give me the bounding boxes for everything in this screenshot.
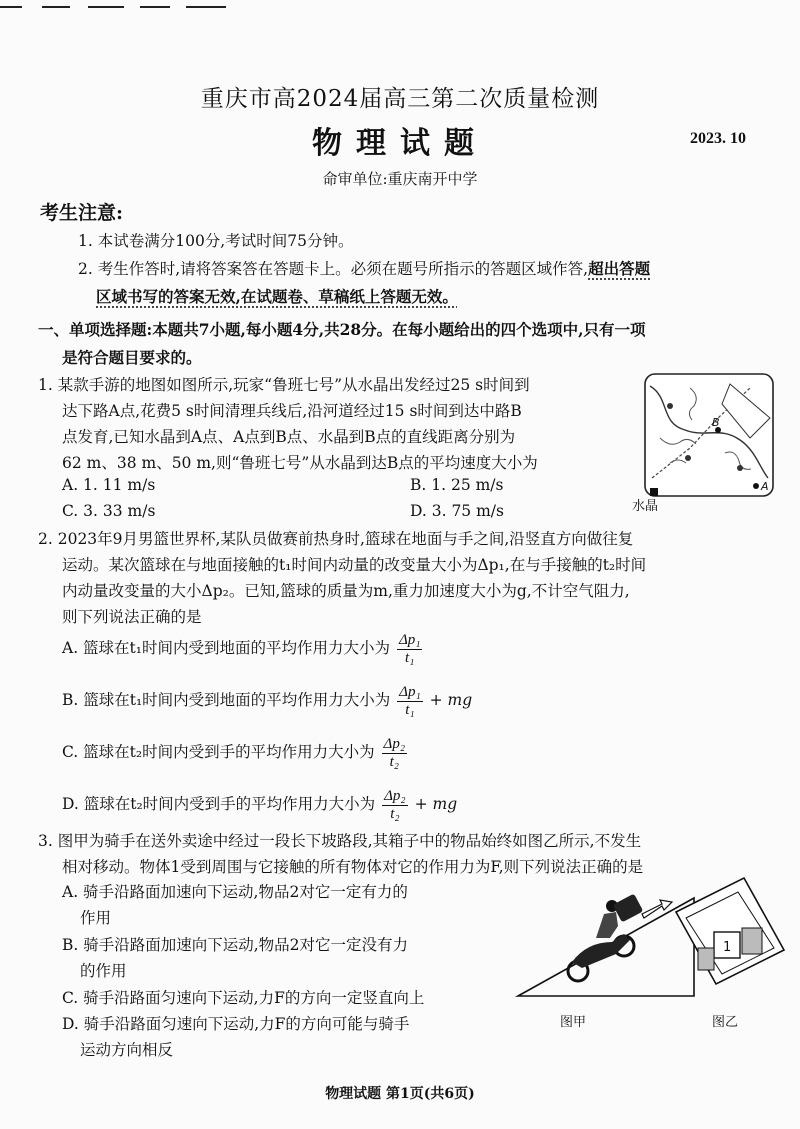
subject-title: 物理试题: [312, 126, 488, 161]
figure-b-box: [676, 878, 784, 984]
q1-option-d: D. 3. 75 m/s: [410, 502, 504, 520]
map-marker: [737, 465, 743, 471]
map-marker: [667, 403, 673, 409]
q1-option-a: A. 1. 11 m/s: [62, 476, 156, 494]
game-map-figure: [630, 368, 780, 514]
q2-option-c-text: C. 篮球在t₂时间内受到手的平均作用力大小为: [62, 743, 375, 761]
exam-date: 2023. 10: [690, 130, 746, 147]
notice-item-2-text: 2. 考生作答时,请将答案答在答题卡上。必须在题号所指示的答题区域作答,: [78, 260, 589, 278]
point-b-label: B: [712, 416, 720, 429]
exam-title: 重庆市高2024届高三第二次质量检测: [200, 86, 600, 112]
fraction-numerator: Δp₁: [398, 632, 421, 648]
fraction-numerator: Δp₁: [399, 684, 421, 700]
q2-option-b-text: B. 篮球在t₁时间内受到地面的平均作用力大小为: [62, 691, 391, 709]
scan-edge-line: [0, 6, 22, 8]
map-border: [645, 374, 773, 496]
q2-option-d: [62, 788, 457, 822]
delivery-box: [613, 894, 644, 923]
point-a-dot: [753, 483, 759, 489]
object-3: [742, 928, 762, 954]
page-footer: 物理试题 第1页(共6页): [325, 1086, 475, 1102]
section1-heading: 一、单项选择题:本题共7小题,每小题4分,共28分。在每小题给出的四个选项中,只有一项: [38, 320, 646, 339]
q2-line-2: 运动。某次篮球在与地面接触的t₁时间内动量的改变量大小为Δp₁,在与手接触的t₂时间: [62, 556, 647, 574]
q3-line-1: 3. 图甲为骑手在送外卖途中经过一段长下坡路段,其箱子中的物品始终如图乙所示,不发生: [38, 832, 642, 850]
fraction-denominator: t₂: [390, 805, 400, 822]
crystal-label: 水晶: [632, 499, 659, 514]
q2-line-3: 内动量改变量的大小Δp₂。已知,篮球的质量为m,重力加速度大小为g,不计空气阻力,: [62, 582, 630, 600]
q2-option-c: [62, 736, 409, 770]
notice-item-2-emphasis: 超出答题: [588, 259, 651, 278]
q1-line-1: 1. 某款手游的地图如图所示,玩家“鲁班七号”从水晶出发经过25 s时间到: [38, 376, 530, 394]
object-1-label: 1: [723, 940, 732, 955]
figure-a-rider: [518, 894, 694, 996]
q1-option-b: B. 1. 25 m/s: [410, 476, 504, 494]
object-2: [698, 948, 714, 970]
map-marker: [685, 455, 691, 461]
q3-option-a: A. 骑手沿路面加速向下运动,物品2对它一定有力的: [62, 883, 408, 901]
fraction-denominator: t₁: [405, 649, 415, 666]
q3-figures: [512, 876, 792, 1036]
scooter-body: [572, 934, 630, 968]
q2-option-d-fraction: [382, 788, 408, 822]
rider-body: [596, 912, 618, 938]
notice-item-1: 1. 本试卷满分100分,考试时间75分钟。: [78, 232, 354, 250]
box-outline: [676, 878, 784, 984]
fraction-numerator: Δp₂: [383, 736, 406, 752]
q2-option-a-text: A. 篮球在t₁时间内受到地面的平均作用力大小为: [62, 639, 390, 657]
q2-option-b: [62, 684, 472, 718]
q3-line-2: 相对移动。物体1受到周围与它接触的所有物体对它的作用力为F,则下列说法正确的是: [62, 858, 644, 876]
q1-line-2: 达下路A点,花费5 s时间清理兵线后,沿河道经过15 s时间到达中路B: [62, 402, 522, 420]
q2-option-c-fraction: [382, 736, 408, 770]
fraction-denominator: t₁: [405, 701, 415, 718]
q3-option-a-cont: 作用: [80, 909, 112, 927]
q2-option-d-tail: + mg: [414, 795, 458, 813]
point-a-label: A: [761, 480, 769, 493]
notice-item-2: [78, 257, 650, 279]
q2-line-4: 则下列说法正确的是: [62, 608, 202, 626]
q2-option-a: [62, 632, 424, 666]
figure-b-caption: 图乙: [712, 1015, 739, 1030]
q3-option-b: B. 骑手沿路面加速向下运动,物品2对它一定没有力: [62, 936, 409, 954]
setter-line: 命审单位:重庆南开中学: [322, 170, 478, 188]
notice-item-2-cont: 区域书写的答案无效,在试题卷、草稿纸上答题无效。: [96, 287, 458, 306]
scan-edge-line: [88, 6, 124, 8]
q2-option-b-tail: + mg: [429, 691, 473, 709]
q3-option-c: C. 骑手沿路面匀速向下运动,力F的方向一定竖直向上: [62, 989, 425, 1007]
q3-option-d: D. 骑手沿路面匀速向下运动,力F的方向可能与骑手: [62, 1015, 410, 1033]
q3-option-b-cont: 的作用: [80, 962, 127, 980]
scan-edge-line: [42, 6, 70, 8]
q2-option-d-text: D. 篮球在t₂时间内受到手的平均作用力大小为: [62, 795, 376, 813]
q3-option-d-cont: 运动方向相反: [80, 1041, 174, 1059]
pointer-arrow: [642, 900, 672, 918]
q2-option-b-fraction: [397, 684, 423, 718]
q2-line-1: 2. 2023年9月男篮世界杯,某队员做赛前热身时,篮球在地面与手之间,沿竖直方向做往复: [38, 530, 634, 548]
figure-a-caption: 图甲: [560, 1015, 587, 1030]
scan-edge-line: [140, 6, 170, 8]
scan-edge-line: [186, 6, 226, 8]
fraction-denominator: t₂: [389, 753, 399, 770]
crystal-marker: [650, 488, 658, 496]
q1-option-c: C. 3. 33 m/s: [62, 502, 156, 520]
section1-heading-cont: 是符合题目要求的。: [62, 348, 202, 367]
q2-option-a-fraction: [397, 632, 423, 666]
notice-heading: 考生注意:: [40, 202, 124, 224]
q1-line-3: 点发育,已知水晶到A点、A点到B点、水晶到B点的直线距离分别为: [62, 428, 516, 446]
fraction-numerator: Δp₂: [384, 788, 406, 804]
q1-line-4: 62 m、38 m、50 m,则“鲁班七号”从水晶到达B点的平均速度大小为: [62, 454, 538, 472]
